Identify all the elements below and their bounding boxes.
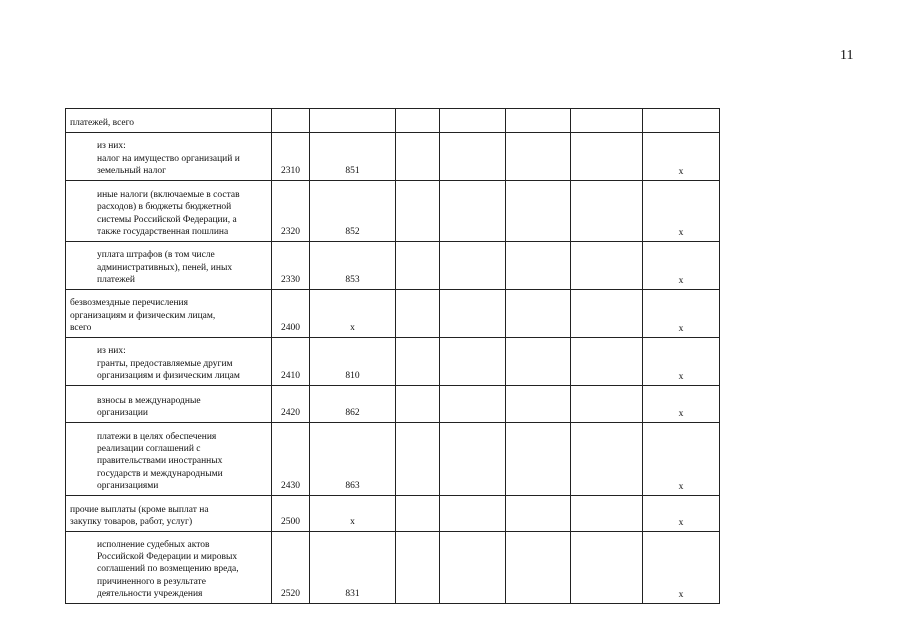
row-last-value: x [643,496,720,532]
empty-cell [396,496,440,532]
row-kbk: 862 [310,386,396,423]
empty-cell [396,133,440,181]
row-name-cell [66,181,272,242]
row-kbk: 853 [310,242,396,290]
row-name: из них: гранты, предоставляемые другим организациям и физическим лицам [97,346,240,381]
row-name-cell [66,290,272,338]
row-last-value: x [643,290,720,338]
empty-cell [396,532,440,604]
table-row [66,109,720,133]
row-last-value: x [643,423,720,496]
row-last-value [643,109,720,133]
table-row [66,532,720,604]
row-kbk: 831 [310,532,396,604]
row-name-cell [66,532,272,604]
row-code: 2400 [272,290,310,338]
row-name-cell [66,423,272,496]
empty-cell [440,423,506,496]
empty-cell [506,386,571,423]
table-row [66,496,720,532]
empty-cell [571,338,643,386]
row-code: 2330 [272,242,310,290]
row-code: 2410 [272,338,310,386]
empty-cell [440,109,506,133]
table-row [66,181,720,242]
row-last-value: x [643,181,720,242]
row-code: 2420 [272,386,310,423]
row-kbk: 810 [310,338,396,386]
row-last-value: x [643,386,720,423]
budget-table [65,108,720,604]
empty-cell [440,496,506,532]
empty-cell [440,290,506,338]
empty-cell [571,386,643,423]
empty-cell [506,496,571,532]
empty-cell [506,181,571,242]
empty-cell [571,423,643,496]
empty-cell [440,181,506,242]
empty-cell [396,423,440,496]
row-code: 2320 [272,181,310,242]
empty-cell [571,242,643,290]
row-kbk: 852 [310,181,396,242]
empty-cell [396,181,440,242]
row-last-value: x [643,242,720,290]
empty-cell [571,181,643,242]
empty-cell [440,532,506,604]
row-name: прочие выплаты (кроме выплат на закупку товаров, работ, услуг) [70,504,209,527]
row-kbk: 851 [310,133,396,181]
row-name: безвозмездные перечисления организациям и физическим лицам, всего [70,298,216,333]
table-row [66,290,720,338]
row-name: взносы в международные организации [97,395,201,418]
row-code: 2500 [272,496,310,532]
row-name: из них: налог на имущество организаций и земельный налог [97,141,240,176]
row-name: иные налоги (включаемые в состав расходов) в бюджеты бюджетной системы Российской Федерации, а также государственная пошлина [97,190,240,237]
row-kbk: x [310,496,396,532]
row-code: 2310 [272,133,310,181]
table-row [66,133,720,181]
row-code [272,109,310,133]
table-row [66,338,720,386]
row-name-cell [66,133,272,181]
table-row [66,386,720,423]
empty-cell [506,290,571,338]
row-kbk [310,109,396,133]
row-last-value: x [643,338,720,386]
empty-cell [571,532,643,604]
empty-cell [440,242,506,290]
table-body [66,109,720,604]
empty-cell [571,133,643,181]
empty-cell [396,290,440,338]
page-number: 11 [840,48,854,63]
empty-cell [440,386,506,423]
empty-cell [506,423,571,496]
row-name: платежей, всего [70,117,135,128]
row-name-cell [66,496,272,532]
empty-cell [506,109,571,133]
row-code: 2430 [272,423,310,496]
row-name: исполнение судебных актов Российской Федерации и мировых соглашений по возмещению вреда, причиненного в результате деятельности учреждения [97,539,239,599]
row-name-cell [66,338,272,386]
row-name: уплата штрафов (в том числе административных), пеней, иных платежей [97,250,233,285]
empty-cell [506,133,571,181]
row-name-cell [66,242,272,290]
empty-cell [506,242,571,290]
row-name-cell [66,109,272,133]
row-name: платежи в целях обеспечения реализации соглашений с правительствами иностранных государств и международными организациями [97,431,223,491]
table-row [66,423,720,496]
empty-cell [506,532,571,604]
table-row [66,242,720,290]
empty-cell [571,496,643,532]
empty-cell [396,338,440,386]
empty-cell [440,133,506,181]
empty-cell [396,242,440,290]
empty-cell [571,290,643,338]
row-last-value: x [643,532,720,604]
row-kbk: 863 [310,423,396,496]
row-kbk: x [310,290,396,338]
row-code: 2520 [272,532,310,604]
row-name-cell [66,386,272,423]
empty-cell [396,109,440,133]
empty-cell [506,338,571,386]
empty-cell [396,386,440,423]
empty-cell [571,109,643,133]
row-last-value: x [643,133,720,181]
empty-cell [440,338,506,386]
